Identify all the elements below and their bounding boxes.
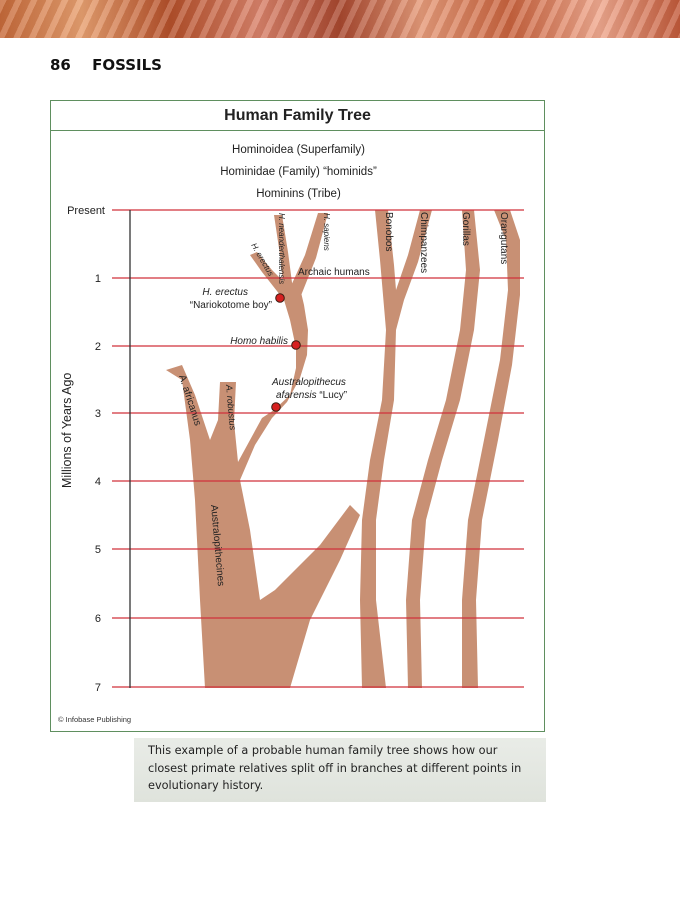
taxonomy-superfamily: Hominoidea (Superfamily): [232, 144, 365, 156]
fossil-afarensis-lucy: “Lucy”: [316, 390, 348, 401]
page-number: 86: [50, 56, 71, 74]
label-a-robustus: A. robustus: [224, 384, 238, 431]
tick-5: 5: [94, 544, 101, 556]
fossil-afarensis-genus: Australopithecus: [272, 377, 346, 388]
fossil-habilis-name: Homo habilis: [230, 336, 288, 347]
fossil-afarensis-italic: afarensis: [276, 390, 317, 401]
label-chimpanzees: Chimpanzees: [418, 212, 429, 274]
label-bonobos: Bonobos: [383, 212, 394, 252]
label-archaic-humans: Archaic humans: [298, 267, 370, 278]
fossil-annotations: [190, 287, 347, 401]
label-australopithecines: Australopithecines: [208, 504, 227, 587]
fossil-dot-erectus: [276, 294, 285, 303]
label-orangutans: Orangutans: [498, 212, 509, 265]
tick-2: 2: [94, 341, 101, 353]
chimpanzee-bonobo-branch: [360, 210, 432, 688]
fossil-erectus-nickname: “Nariokotome boy”: [189, 300, 272, 311]
tick-present: Present: [67, 205, 105, 217]
taxonomy-family: Hominidae (Family) “hominids”: [220, 166, 377, 178]
label-h-sapiens: H. sapiens: [322, 213, 331, 251]
tick-6: 6: [94, 613, 101, 625]
tick-3: 3: [94, 408, 101, 420]
branches: [166, 210, 520, 688]
fossil-dot-lucy: [272, 403, 281, 412]
publisher-credit: © Infobase Publishing: [58, 715, 132, 724]
figure-caption: This example of a probable human family tree shows how our closest primate relatives split off in branches at different points in evolutionary history.: [148, 744, 522, 792]
tick-1: 1: [94, 273, 101, 285]
label-gorillas: Gorillas: [460, 212, 471, 246]
tick-4: 4: [94, 476, 101, 488]
fossil-afarensis-species: [276, 390, 347, 401]
label-h-erectus-branch: H. erectus: [249, 241, 276, 278]
fossil-erectus-name: H. erectus: [202, 287, 248, 298]
label-a-africanus: A. africanus: [176, 373, 203, 428]
figure-title: Human Family Tree: [51, 101, 544, 131]
section-title: FOSSILS: [92, 56, 162, 74]
taxonomy-tribe: Hominins (Tribe): [256, 188, 341, 200]
label-h-neanderthalensis: H. neanderthalensis: [277, 213, 286, 285]
y-axis-label: Millions of Years Ago: [60, 372, 74, 488]
fossil-dot-habilis: [292, 341, 301, 350]
tick-7: 7: [94, 682, 101, 694]
